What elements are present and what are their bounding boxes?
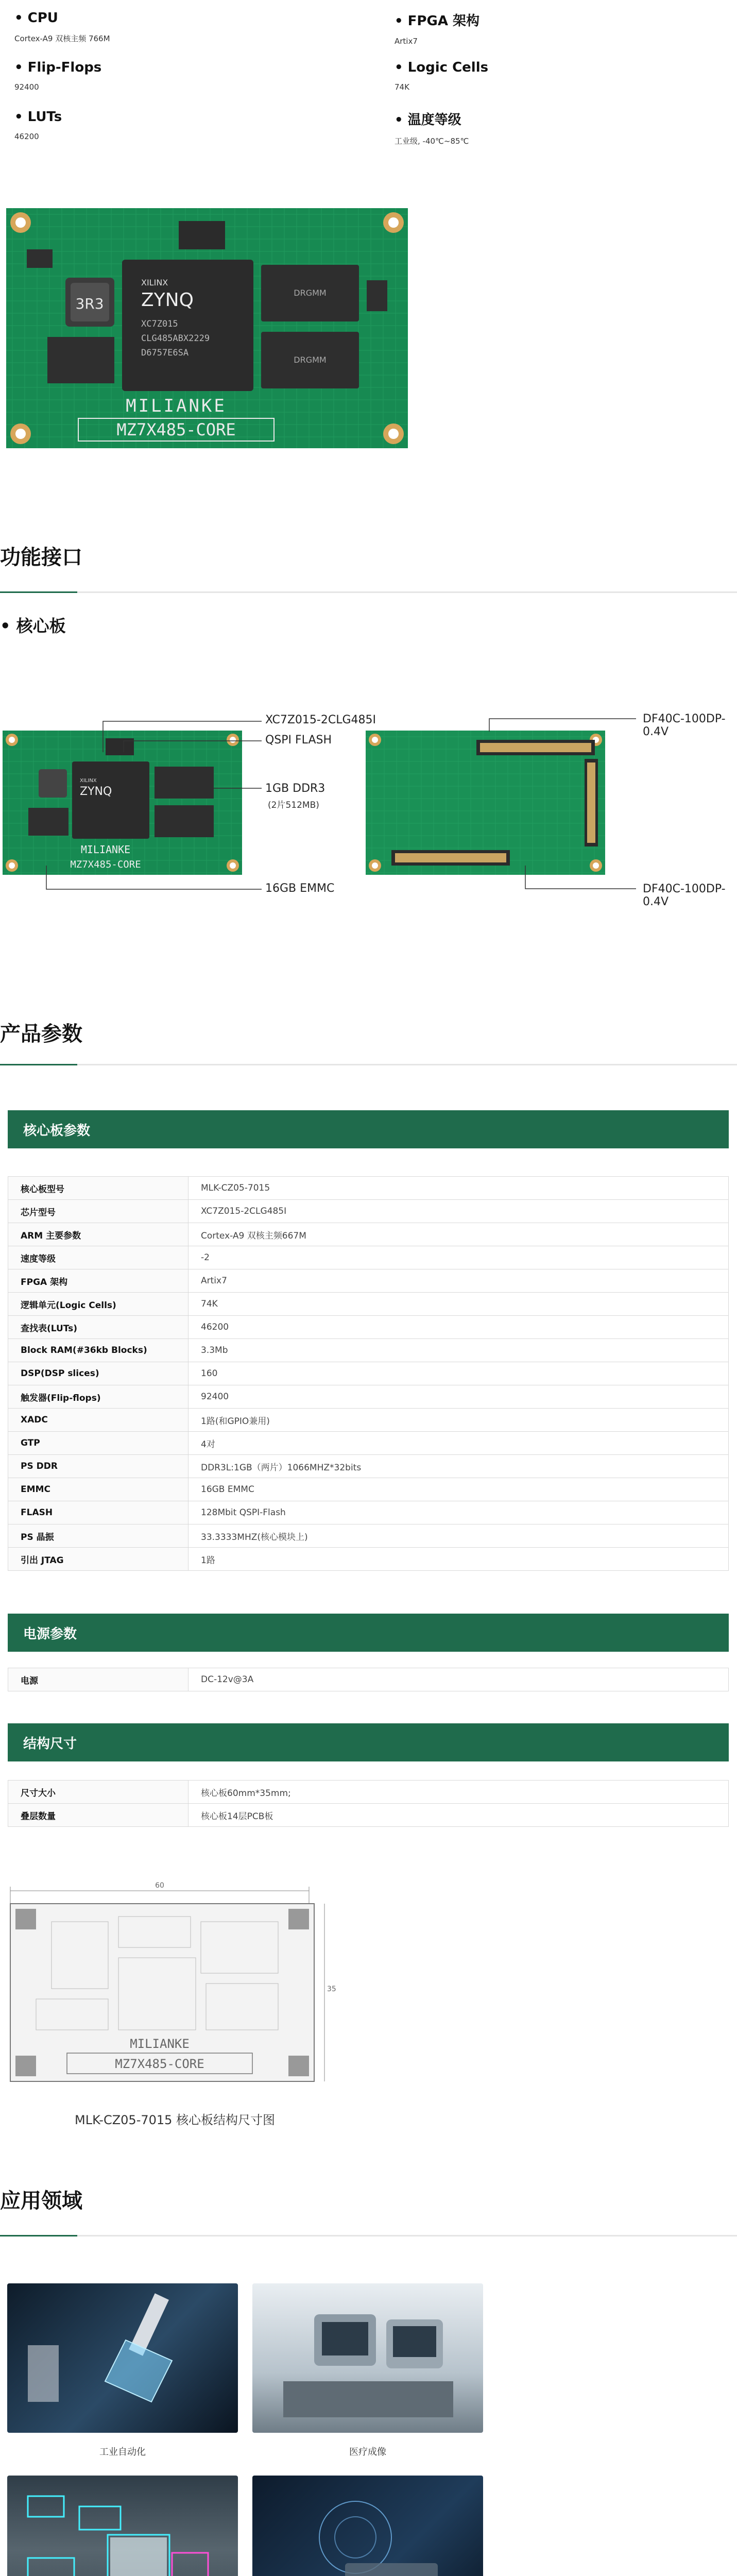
callout-ddr-sub: (2片512MB) xyxy=(268,800,319,810)
spec-title: • 温度等级 xyxy=(395,109,469,128)
spec-fpga xyxy=(395,10,479,46)
spec-flipflops xyxy=(14,60,101,92)
robot-arm-icon xyxy=(7,2283,238,2433)
power-params-table xyxy=(8,1668,729,1691)
spec-title: • LUTs xyxy=(14,109,62,125)
param-key: GTP xyxy=(8,1432,188,1455)
section-title-interface: 功能接口 xyxy=(0,546,82,569)
table-row xyxy=(8,1478,729,1501)
param-key: 电源 xyxy=(8,1668,188,1691)
param-key: DSP(DSP slices) xyxy=(8,1362,188,1385)
param-value: 1路 xyxy=(188,1548,729,1571)
chip-line-1: XC7Z015 xyxy=(141,319,178,329)
callout-ddr: 1GB DDR3 xyxy=(265,782,325,795)
spec-value: Artix7 xyxy=(395,37,418,46)
banner-core-params xyxy=(8,1110,729,1148)
table-row xyxy=(8,1455,729,1478)
svg-text:MZ7X485-CORE: MZ7X485-CORE xyxy=(70,859,141,870)
banner-power-params xyxy=(8,1614,729,1652)
param-key: EMMC xyxy=(8,1478,188,1501)
spec-title: • FPGA 架构 xyxy=(395,10,479,29)
section-title-params: 产品参数 xyxy=(0,1022,82,1046)
callout-lines-front xyxy=(0,711,288,896)
svg-text:MILIANKE: MILIANKE xyxy=(80,843,131,856)
monitor-icon xyxy=(252,2283,483,2433)
param-key: 叠层数量 xyxy=(8,1804,188,1827)
app-caption: 医疗成像 xyxy=(349,2447,386,2458)
mem-label-2: DRGMM xyxy=(294,355,327,365)
inductor-label: 3R3 xyxy=(75,295,104,312)
spec-value: 74K xyxy=(395,82,409,92)
table-row xyxy=(8,1804,729,1827)
param-key: 逻辑单元(Logic Cells) xyxy=(8,1293,188,1316)
param-key: 引出 JTAG xyxy=(8,1548,188,1571)
param-value: 3.3Mb xyxy=(188,1339,729,1362)
section-rule xyxy=(0,2235,737,2236)
banner-title: 结构尺寸 xyxy=(23,1736,77,1752)
callout-lines-back xyxy=(484,711,639,896)
width-label: 60 xyxy=(155,1882,164,1890)
app-image-network xyxy=(252,2476,483,2576)
param-key: FLASH xyxy=(8,1501,188,1524)
section-rule xyxy=(0,591,737,593)
param-value: MLK-CZ05-7015 xyxy=(188,1177,729,1200)
app-image-vision xyxy=(7,2476,238,2576)
param-value: 核心板60mm*35mm; xyxy=(188,1781,729,1804)
param-key: 核心板型号 xyxy=(8,1177,188,1200)
param-value: 128Mbit QSPI-Flash xyxy=(188,1501,729,1524)
app-caption: 工业自动化 xyxy=(99,2447,146,2458)
banner-title: 核心板参数 xyxy=(23,1123,91,1139)
spec-value: 92400 xyxy=(14,82,39,92)
subtitle-text: 核心板 xyxy=(16,616,66,636)
param-value: Cortex-A9 双核主频667M xyxy=(188,1223,729,1246)
drawing-svg xyxy=(5,1875,335,2087)
param-key: 芯片型号 xyxy=(8,1200,188,1223)
network-icon xyxy=(252,2476,483,2576)
table-row xyxy=(8,1409,729,1432)
param-key: PS DDR xyxy=(8,1455,188,1478)
param-key: Block RAM(#36kb Blocks) xyxy=(8,1339,188,1362)
table-row xyxy=(8,1501,729,1524)
param-value: 46200 xyxy=(188,1316,729,1339)
param-key: ARM 主要参数 xyxy=(8,1223,188,1246)
spec-title: • Logic Cells xyxy=(395,60,488,75)
callout-emmc: 16GB EMMC xyxy=(265,882,335,895)
table-row xyxy=(8,1246,729,1269)
table-row xyxy=(8,1781,729,1804)
banner-title: 电源参数 xyxy=(23,1626,77,1642)
callout-chip: XC7Z015-2CLG485I xyxy=(265,714,376,726)
spec-logic-cells xyxy=(395,60,488,92)
table-row xyxy=(8,1223,729,1246)
spec-value: 工业级, -40℃~85℃ xyxy=(395,137,469,146)
param-value: 1路(和GPIO兼用) xyxy=(188,1409,729,1432)
table-row xyxy=(8,1177,729,1200)
table-row xyxy=(8,1339,729,1362)
pcb-drawing xyxy=(6,208,408,448)
spec-temp xyxy=(395,109,469,146)
spec-value: 46200 xyxy=(14,132,39,141)
banner-struct-params xyxy=(8,1723,729,1761)
param-value: 160 xyxy=(188,1362,729,1385)
top-specs xyxy=(0,10,737,149)
param-value: 核心板14层PCB板 xyxy=(188,1804,729,1827)
param-key: PS 晶振 xyxy=(8,1524,188,1548)
table-row xyxy=(8,1200,729,1223)
param-value: 92400 xyxy=(188,1385,729,1409)
spec-title: • Flip-Flops xyxy=(14,60,101,75)
section-title-application: 应用领域 xyxy=(0,2189,82,2213)
table-row xyxy=(8,1385,729,1409)
param-value: DC-12v@3A xyxy=(188,1668,729,1691)
struct-params-table xyxy=(8,1780,729,1827)
callout-conn-top: DF40C-100DP-0.4V xyxy=(643,713,726,738)
table-row xyxy=(8,1548,729,1571)
callout-conn-bottom: DF40C-100DP-0.4V xyxy=(643,883,726,908)
chip-line-3: D6757E6SA xyxy=(141,348,189,358)
drawing-silk-brand: MILIANKE xyxy=(130,2037,190,2051)
table-row xyxy=(8,1269,729,1293)
svg-text:XILINX: XILINX xyxy=(80,778,97,784)
chip-brand: XILINX xyxy=(141,278,168,287)
param-key: 触发器(Flip-flops) xyxy=(8,1385,188,1409)
spec-luts xyxy=(14,109,62,141)
param-key: 查找表(LUTs) xyxy=(8,1316,188,1339)
structure-drawing xyxy=(5,1875,335,2087)
detection-boxes-icon xyxy=(7,2476,238,2576)
table-row xyxy=(8,1432,729,1455)
param-value: DDR3L:1GB（两片）1066MHZ*32bits xyxy=(188,1455,729,1478)
param-value: 4对 xyxy=(188,1432,729,1455)
param-key: FPGA 架构 xyxy=(8,1269,188,1293)
svg-text:ZYNQ: ZYNQ xyxy=(80,785,112,798)
app-image-industrial xyxy=(7,2283,238,2433)
param-key: XADC xyxy=(8,1409,188,1432)
interface-subtitle: • 核心板 xyxy=(0,616,66,636)
spec-value: Cortex-A9 双核主频 766M xyxy=(14,34,110,43)
section-rule xyxy=(0,1064,737,1065)
table-row xyxy=(8,1524,729,1548)
param-key: 尺寸大小 xyxy=(8,1781,188,1804)
callout-qspi: QSPI FLASH xyxy=(265,734,332,747)
chip-line-2: CLG485ABX2229 xyxy=(141,333,210,344)
table-row xyxy=(8,1293,729,1316)
spec-cpu xyxy=(14,10,110,44)
param-value: -2 xyxy=(188,1246,729,1269)
silk-model: MZ7X485-CORE xyxy=(116,420,236,439)
param-key: 速度等级 xyxy=(8,1246,188,1269)
param-value: 16GB EMMC xyxy=(188,1478,729,1501)
param-value: Artix7 xyxy=(188,1269,729,1293)
mem-label-1: DRGMM xyxy=(294,288,327,298)
spec-title: • CPU xyxy=(14,10,110,26)
drawing-caption: MLK-CZ05-7015 核心板结构尺寸图 xyxy=(75,2113,276,2127)
app-image-medical xyxy=(252,2283,483,2433)
param-value: 33.3333MHZ(核心模块上) xyxy=(188,1524,729,1548)
core-board-photo xyxy=(6,208,408,448)
param-value: XC7Z015-2CLG485I xyxy=(188,1200,729,1223)
drawing-silk-model: MZ7X485-CORE xyxy=(115,2057,204,2071)
height-label: 35 xyxy=(327,1985,336,1993)
table-row xyxy=(8,1668,729,1691)
table-row xyxy=(8,1362,729,1385)
chip-name: ZYNQ xyxy=(141,290,194,311)
table-row xyxy=(8,1316,729,1339)
param-value: 74K xyxy=(188,1293,729,1316)
silk-brand: MILIANKE xyxy=(126,396,227,416)
core-params-table xyxy=(8,1176,729,1571)
